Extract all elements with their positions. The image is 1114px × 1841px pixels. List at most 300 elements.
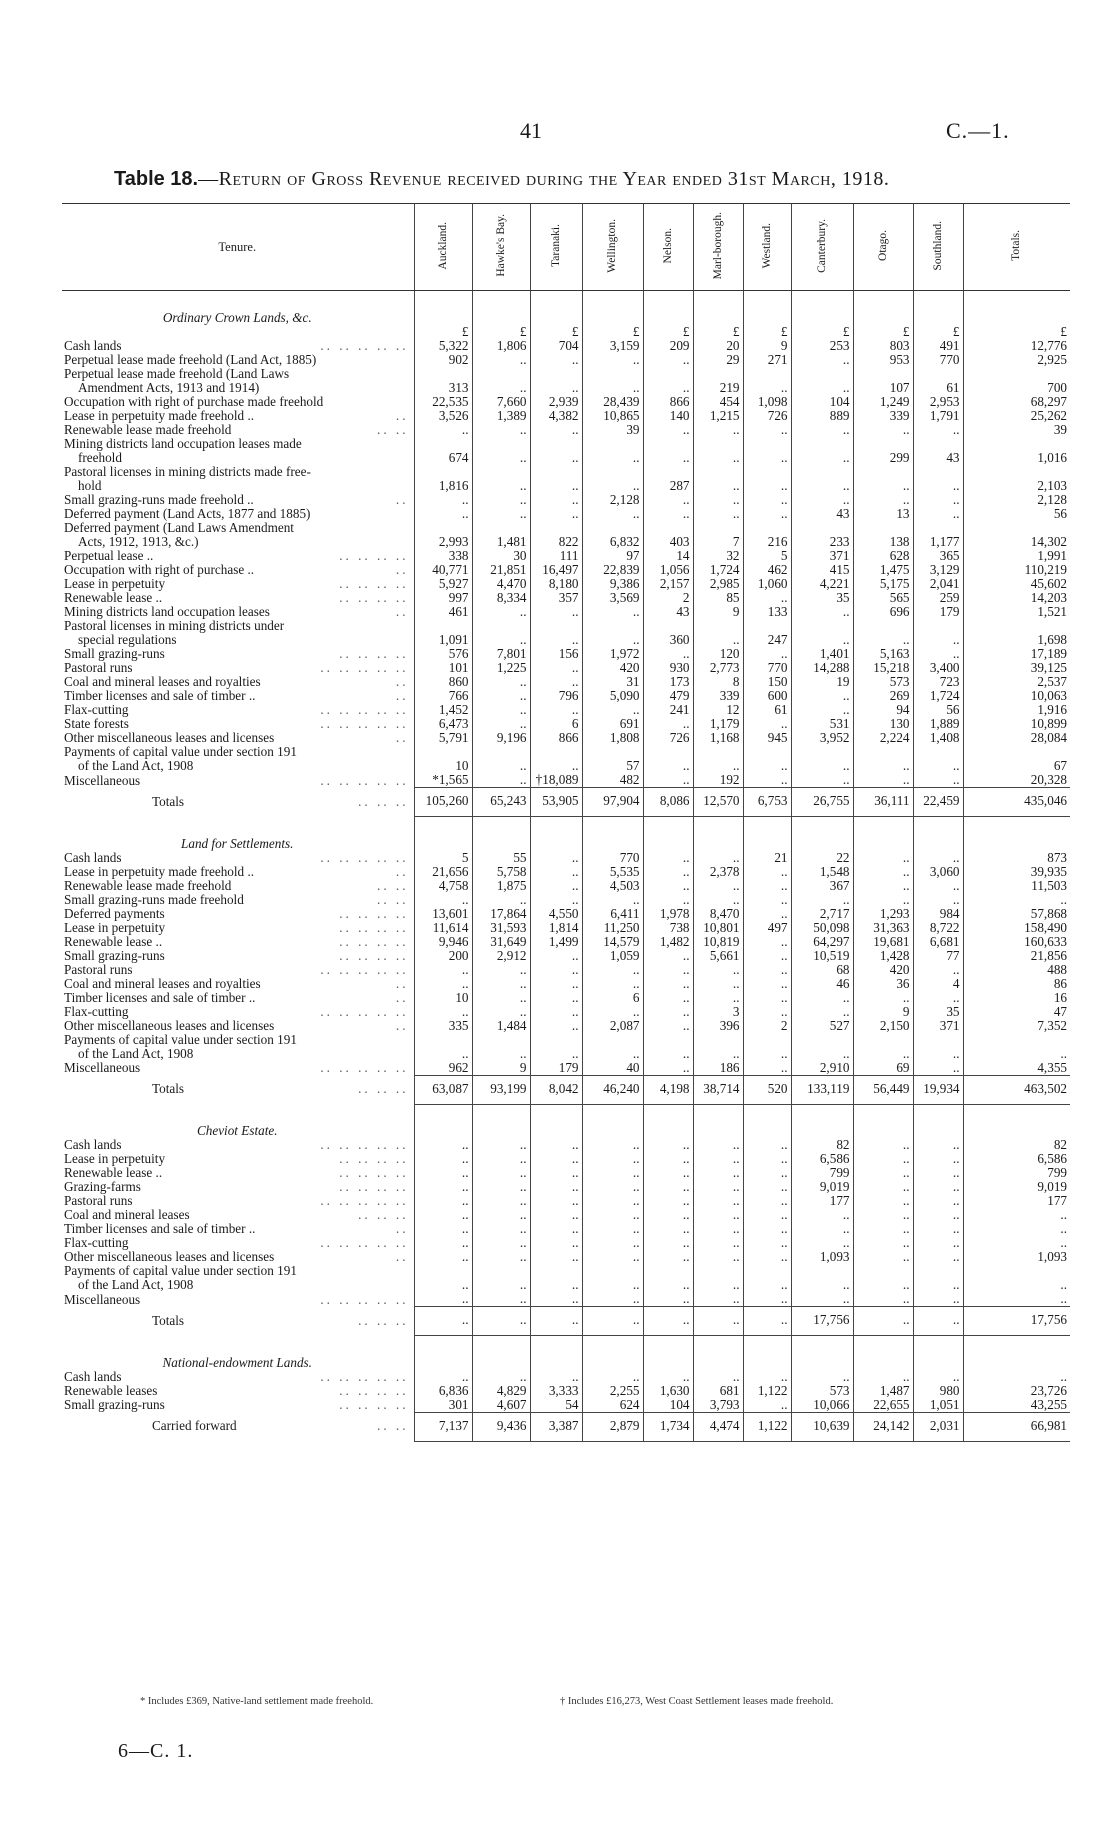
value-cell: ..: [472, 703, 530, 717]
leader-dots: .. .. ..: [358, 1081, 409, 1096]
value-cell: ..: [963, 1236, 1070, 1250]
value-cell: 271: [743, 353, 791, 367]
tenure-label: Lease in perpetuity made freehold ..: [64, 409, 255, 423]
value-cell: 110,219: [963, 563, 1070, 577]
table-row: [62, 1208, 1070, 1222]
table-cell-empty: [853, 817, 913, 851]
value-cell: 9: [743, 339, 791, 353]
value-cell: 2,128: [963, 493, 1070, 507]
value-cell: ..: [414, 507, 472, 521]
totals-label: Totals: [152, 1081, 185, 1096]
tenure-label: Flax-cutting: [64, 1236, 129, 1250]
tenure-label: Renewable lease made freehold: [64, 423, 232, 437]
value-cell: 1,814: [530, 921, 582, 935]
value-cell: 889: [791, 409, 853, 423]
value-cell: ..: [693, 1370, 743, 1384]
value-cell: ..: [853, 423, 913, 437]
value-cell: ..: [693, 1250, 743, 1264]
table-cell-empty: [693, 291, 743, 326]
value-cell: 462: [743, 563, 791, 577]
leader-dots: .. ..: [377, 423, 409, 437]
value-cell: ..: [414, 1180, 472, 1194]
footnote-dagger: † Includes £16,273, West Coast Settlement leases made freehold.: [560, 1696, 834, 1707]
tenure-label-cell: [62, 949, 414, 963]
value-cell: 68: [791, 963, 853, 977]
value-cell: 997: [414, 591, 472, 605]
table-cell-empty: [472, 1104, 530, 1138]
value-cell: 186: [693, 1061, 743, 1076]
value-cell: 704: [530, 339, 582, 353]
value-cell: ..: [530, 949, 582, 963]
tenure-label: Pastoral licenses in mining districts under: [64, 619, 285, 633]
totals-value-cell: 12,570: [693, 788, 743, 817]
table-row: [62, 745, 1070, 773]
leader-dots: .. .. .. .. ..: [320, 717, 409, 731]
table-row: [62, 851, 1070, 865]
value-cell: 150: [743, 675, 791, 689]
value-cell: 2,224: [853, 731, 913, 745]
value-cell: 5,090: [582, 689, 643, 703]
value-cell: 415: [791, 563, 853, 577]
value-cell: ..: [853, 1138, 913, 1152]
value-cell: 82: [791, 1138, 853, 1152]
tenure-label: Renewable lease ..: [64, 1166, 163, 1180]
tenure-label-cell: [62, 647, 414, 661]
value-cell: ..: [472, 437, 530, 465]
value-cell: 12: [693, 703, 743, 717]
unit-cell: £: [853, 325, 913, 339]
totals-value-cell: 105,260: [414, 788, 472, 817]
leader-dots: .. .. .. ..: [339, 1383, 409, 1398]
totals-value-cell: ..: [643, 1307, 693, 1336]
value-cell: 21,856: [963, 949, 1070, 963]
totals-label-cell: [62, 788, 414, 817]
value-cell: ..: [693, 619, 743, 647]
value-cell: 29: [693, 353, 743, 367]
value-cell: 1,249: [853, 395, 913, 409]
value-cell: 4,758: [414, 879, 472, 893]
value-cell: 420: [853, 963, 913, 977]
value-cell: ..: [414, 1292, 472, 1307]
value-cell: ..: [743, 1292, 791, 1307]
tenure-label-cell: [62, 1061, 414, 1076]
value-cell: 31,649: [472, 935, 530, 949]
value-cell: ..: [693, 1292, 743, 1307]
tenure-label: Perpetual lease ..: [64, 549, 154, 563]
tenure-label: Flax-cutting: [64, 1004, 129, 1019]
value-cell: ..: [414, 1005, 472, 1019]
value-cell: ..: [582, 1166, 643, 1180]
value-cell: ..: [643, 1166, 693, 1180]
value-cell: ..: [743, 493, 791, 507]
table-cell-empty: [963, 1104, 1070, 1138]
value-cell: 2,041: [913, 577, 963, 591]
value-cell: 1,972: [582, 647, 643, 661]
value-cell: ..: [853, 1208, 913, 1222]
value-cell: ..: [913, 465, 963, 493]
leader-dots: .. .. .. .. ..: [320, 661, 409, 675]
value-cell: 1,791: [913, 409, 963, 423]
value-cell: 367: [791, 879, 853, 893]
value-cell: 4,221: [791, 577, 853, 591]
value-cell: ..: [693, 745, 743, 773]
tenure-label: Occupation with right of purchase made freehold: [64, 395, 324, 409]
table-row: [62, 963, 1070, 977]
value-cell: ..: [853, 1250, 913, 1264]
tenure-label-cell: [62, 689, 414, 703]
table-cell-empty: [963, 817, 1070, 851]
value-cell: ..: [743, 423, 791, 437]
value-cell: 31,363: [853, 921, 913, 935]
value-cell: 39,935: [963, 865, 1070, 879]
table-cell-empty: [472, 1336, 530, 1370]
table-cell-empty: [791, 291, 853, 326]
value-cell: 573: [791, 1384, 853, 1398]
district-column-header: [743, 204, 791, 291]
value-cell: ..: [913, 1208, 963, 1222]
value-cell: ..: [472, 893, 530, 907]
tenure-label-cell: [62, 1250, 414, 1264]
totals-row: [62, 1307, 1070, 1336]
value-cell: 1,168: [693, 731, 743, 745]
table-row: [62, 703, 1070, 717]
table-row: [62, 1005, 1070, 1019]
district-column-label: Wellington.: [606, 218, 618, 273]
value-cell: ..: [582, 1370, 643, 1384]
value-cell: 14: [643, 549, 693, 563]
table-row: [62, 1180, 1070, 1194]
tenure-label-cell: [62, 367, 414, 395]
section-heading: Ordinary Crown Lands, &c.: [162, 310, 312, 325]
value-cell: ..: [743, 991, 791, 1005]
value-cell: ..: [643, 1138, 693, 1152]
value-cell: 531: [791, 717, 853, 731]
totals-value-cell: 133,119: [791, 1075, 853, 1104]
value-cell: 8,180: [530, 577, 582, 591]
value-cell: ..: [472, 367, 530, 395]
value-cell: 5,661: [693, 949, 743, 963]
tenure-label-cell: [62, 549, 414, 563]
value-cell: ..: [791, 423, 853, 437]
value-cell: ..: [530, 675, 582, 689]
value-cell: 1,215: [693, 409, 743, 423]
value-cell: ..: [791, 367, 853, 395]
table-cell-empty: [582, 817, 643, 851]
tenure-label-cell: [62, 675, 414, 689]
table-row: [62, 717, 1070, 731]
value-cell: 1,401: [791, 647, 853, 661]
leader-dots: ..: [395, 409, 409, 423]
unit-cell: £: [530, 325, 582, 339]
value-cell: ..: [913, 1250, 963, 1264]
value-cell: 2,255: [582, 1384, 643, 1398]
tenure-label: Pastoral runs: [64, 661, 133, 675]
tenure-label: Mining districts land occupation leases made: [64, 437, 302, 451]
value-cell: 2,993: [414, 521, 472, 549]
value-cell: ..: [693, 437, 743, 465]
value-cell: ..: [913, 647, 963, 661]
totals-row: [62, 1412, 1070, 1441]
value-cell: ..: [472, 991, 530, 1005]
value-cell: ..: [743, 717, 791, 731]
leader-dots: ..: [395, 605, 409, 619]
unit-cell: £: [963, 325, 1070, 339]
district-column-label: Hawke's Bay.: [494, 214, 507, 277]
value-cell: ..: [582, 893, 643, 907]
table-row: [62, 577, 1070, 591]
value-cell: ..: [530, 1033, 582, 1061]
tenure-label-cell: [62, 1166, 414, 1180]
value-cell: 233: [791, 521, 853, 549]
value-cell: ..: [791, 1222, 853, 1236]
table-row: [62, 977, 1070, 991]
value-cell: 691: [582, 717, 643, 731]
table-row: [62, 689, 1070, 703]
value-cell: 10,801: [693, 921, 743, 935]
value-cell: 12,776: [963, 339, 1070, 353]
unit-cell: £: [643, 325, 693, 339]
value-cell: ..: [582, 1005, 643, 1019]
unit-cell: £: [693, 325, 743, 339]
value-cell: 1,098: [743, 395, 791, 409]
value-cell: 945: [743, 731, 791, 745]
totals-value-cell: 65,243: [472, 788, 530, 817]
value-cell: ..: [472, 619, 530, 647]
value-cell: 8,334: [472, 591, 530, 605]
value-cell: ..: [643, 1194, 693, 1208]
totals-value-cell: 17,756: [791, 1307, 853, 1336]
table-row: [62, 367, 1070, 395]
value-cell: ..: [693, 991, 743, 1005]
value-cell: ..: [913, 423, 963, 437]
value-cell: ..: [743, 1370, 791, 1384]
value-cell: 371: [791, 549, 853, 563]
value-cell: ..: [743, 1180, 791, 1194]
table-row: [62, 1166, 1070, 1180]
value-cell: 2,953: [913, 395, 963, 409]
value-cell: 488: [963, 963, 1070, 977]
table-row: [62, 773, 1070, 788]
tenure-label-continuation: Acts, 1912, 1913, &c.): [78, 534, 199, 549]
totals-label: Totals: [152, 793, 185, 809]
value-cell: ..: [743, 1152, 791, 1166]
value-cell: 14,203: [963, 591, 1070, 605]
leader-dots: ..: [395, 1018, 409, 1033]
value-cell: ..: [643, 1292, 693, 1307]
value-cell: ..: [913, 893, 963, 907]
value-cell: 133: [743, 605, 791, 619]
totals-value-cell: ..: [414, 1307, 472, 1336]
district-column-header: [913, 204, 963, 291]
value-cell: ..: [913, 507, 963, 521]
value-cell: 527: [791, 1019, 853, 1033]
value-cell: 7,660: [472, 395, 530, 409]
tenure-label-cell: [62, 1194, 414, 1208]
value-cell: 5,163: [853, 647, 913, 661]
value-cell: 138: [853, 521, 913, 549]
value-cell: ..: [853, 493, 913, 507]
value-cell: ..: [791, 465, 853, 493]
tenure-label-cell: [62, 865, 414, 879]
value-cell: ..: [693, 963, 743, 977]
leader-dots: .. .. .. .. ..: [320, 850, 409, 865]
tenure-label: Coal and mineral leases and royalties: [64, 675, 261, 689]
value-cell: ..: [414, 1222, 472, 1236]
value-cell: ..: [643, 507, 693, 521]
value-cell: 360: [643, 619, 693, 647]
tenure-label: Deferred payment (Land Acts, 1877 and 1885): [64, 507, 311, 521]
table-row: [62, 661, 1070, 675]
table-row: [62, 935, 1070, 949]
value-cell: ..: [743, 949, 791, 963]
totals-value-cell: 53,905: [530, 788, 582, 817]
value-cell: ..: [743, 773, 791, 788]
value-cell: ..: [913, 963, 963, 977]
value-cell: 269: [853, 689, 913, 703]
district-column-label: Nelson.: [661, 227, 674, 264]
district-column-label: Otago.: [876, 230, 889, 261]
value-cell: 20: [693, 339, 743, 353]
value-cell: ..: [414, 1208, 472, 1222]
tenure-label-cell: [62, 1264, 414, 1292]
tenure-label-cell: [62, 1398, 414, 1413]
tenure-label-cell: [62, 703, 414, 717]
value-cell: 69: [853, 1061, 913, 1076]
tenure-label: Lease in perpetuity: [64, 920, 166, 935]
value-cell: ..: [530, 353, 582, 367]
tenure-label-cell: [62, 423, 414, 437]
table-title: [114, 168, 889, 191]
totals-value-cell: 10,639: [791, 1412, 853, 1441]
table-row: [62, 731, 1070, 745]
value-cell: 20,328: [963, 773, 1070, 788]
tenure-label: Other miscellaneous leases and licenses: [64, 731, 275, 745]
value-cell: 160,633: [963, 935, 1070, 949]
value-cell: 45,602: [963, 577, 1070, 591]
leader-dots: .. .. ..: [358, 1312, 409, 1328]
value-cell: ..: [913, 1152, 963, 1166]
value-cell: 1,475: [853, 563, 913, 577]
tenure-label-cell: [62, 717, 414, 731]
district-column-header: [472, 204, 530, 291]
value-cell: ..: [582, 1033, 643, 1061]
value-cell: ..: [582, 605, 643, 619]
value-cell: ..: [693, 1264, 743, 1292]
value-cell: ..: [643, 353, 693, 367]
tenure-label-cell: [62, 507, 414, 521]
leader-dots: ..: [395, 493, 409, 507]
table-row: [62, 339, 1070, 353]
table-title-text: —Return of Gross Revenue received during the Year ended 31st March, 1918.: [198, 168, 890, 190]
value-cell: ..: [913, 1370, 963, 1384]
value-cell: ..: [743, 1398, 791, 1413]
table-cell-empty: [643, 817, 693, 851]
value-cell: 14,579: [582, 935, 643, 949]
totals-value-cell: 24,142: [853, 1412, 913, 1441]
value-cell: 11,503: [963, 879, 1070, 893]
value-cell: 10,819: [693, 935, 743, 949]
table-cell-empty: [791, 1336, 853, 1370]
value-cell: 1,016: [963, 437, 1070, 465]
value-cell: 1,481: [472, 521, 530, 549]
tenure-label: Occupation with right of purchase ..: [64, 563, 255, 577]
value-cell: 726: [643, 731, 693, 745]
totals-value-cell: 1,122: [743, 1412, 791, 1441]
tenure-label: Payments of capital value under section 191: [64, 745, 297, 759]
value-cell: ..: [693, 465, 743, 493]
value-cell: 1,428: [853, 949, 913, 963]
value-cell: ..: [693, 1033, 743, 1061]
table-cell-empty: [472, 291, 530, 326]
value-cell: 5,791: [414, 731, 472, 745]
value-cell: 738: [643, 921, 693, 935]
tenure-label: Deferred payments: [64, 906, 165, 921]
totals-value-cell: 7,137: [414, 1412, 472, 1441]
value-cell: 1,293: [853, 907, 913, 921]
value-cell: ..: [582, 1208, 643, 1222]
value-cell: 799: [963, 1166, 1070, 1180]
leader-dots: .. .. .. .. ..: [320, 1060, 409, 1075]
value-cell: 54: [530, 1398, 582, 1413]
value-cell: ..: [913, 493, 963, 507]
value-cell: 25,262: [963, 409, 1070, 423]
value-cell: ..: [853, 1166, 913, 1180]
value-cell: 6,411: [582, 907, 643, 921]
tenure-label: Cash lands: [64, 1138, 122, 1152]
tenure-label-cell: [62, 465, 414, 493]
value-cell: ..: [530, 1236, 582, 1250]
leader-dots: .. .. .. .. ..: [320, 1004, 409, 1019]
value-cell: ..: [472, 675, 530, 689]
tenure-label-cell: [62, 745, 414, 773]
value-cell: 2,103: [963, 465, 1070, 493]
value-cell: ..: [791, 1208, 853, 1222]
leader-dots: ..: [395, 1222, 409, 1236]
tenure-label-cell: [62, 437, 414, 465]
value-cell: ..: [472, 507, 530, 521]
table-cell-empty: [530, 1104, 582, 1138]
table-row: [62, 619, 1070, 647]
value-cell: ..: [643, 949, 693, 963]
value-cell: 40: [582, 1061, 643, 1076]
leader-dots: .. .. .. .. ..: [320, 1194, 409, 1208]
unit-cell: £: [414, 325, 472, 339]
tenure-label-cell: [62, 893, 414, 907]
value-cell: ..: [530, 1222, 582, 1236]
value-cell: ..: [693, 493, 743, 507]
value-cell: 723: [913, 675, 963, 689]
tenure-label: Lease in perpetuity: [64, 1152, 166, 1166]
value-cell: ..: [414, 1250, 472, 1264]
tenure-label-cell: [62, 619, 414, 647]
tenure-label-cell: [62, 851, 414, 865]
value-cell: ..: [582, 1264, 643, 1292]
value-cell: ..: [853, 991, 913, 1005]
value-cell: ..: [582, 367, 643, 395]
value-cell: 104: [791, 395, 853, 409]
leader-dots: .. .. .. .. ..: [320, 1292, 409, 1307]
value-cell: ..: [643, 437, 693, 465]
value-cell: 3,569: [582, 591, 643, 605]
tenure-label-cell: [62, 661, 414, 675]
unit-row: [62, 325, 1070, 339]
value-cell: ..: [791, 1033, 853, 1061]
tenure-label-cell: [62, 493, 414, 507]
value-cell: 50,098: [791, 921, 853, 935]
value-cell: ..: [791, 745, 853, 773]
table-row: [62, 549, 1070, 563]
table-cell-empty: [963, 1336, 1070, 1370]
